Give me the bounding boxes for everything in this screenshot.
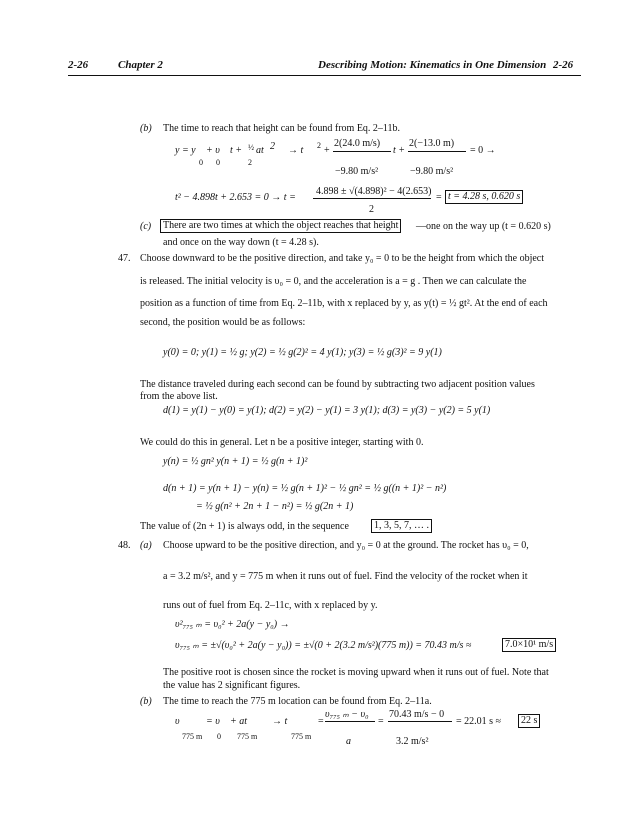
p48-b-sub1: 775 m — [182, 732, 203, 741]
part-c-rest: —one on the way up (t = 0.620 s) — [416, 221, 551, 232]
p47-odd-text: The value of (2n + 1) is always odd, in the sequence — [140, 521, 349, 532]
eq1-sq: 2 — [270, 141, 275, 152]
eq2-a: t² − 4.898t + 2.653 = 0 → t = — [175, 192, 296, 203]
eq1-den1: −9.80 m/s² — [335, 166, 379, 177]
p47-distance-text2: from the above list. — [140, 391, 218, 402]
p48-b-v0: = υ — [206, 716, 220, 727]
p48-b-den2: 3.2 m/s² — [396, 736, 429, 747]
p48-b-sub2: 0 — [217, 732, 221, 741]
chapter-label: Chapter 2 — [118, 59, 163, 71]
part-b-label: (b) — [140, 123, 152, 134]
p47-odd-sequence: 1, 3, 5, 7, … . — [371, 519, 432, 533]
p48-b-at: + at — [230, 716, 248, 727]
p48-boxed-velocity: 7.0×10¹ m/s — [502, 638, 556, 652]
eq1-g: t + — [393, 145, 406, 156]
p47-line1: Choose downward to be the positive direction, and take y₀ = 0 to be the height from which the object — [140, 253, 545, 264]
p48-line2: a = 3.2 m/s², and y = 775 m when it runs out of fuel. Find the velocity of the rocket when it — [163, 571, 528, 582]
p48-b-boxed-time: 22 s — [518, 714, 540, 728]
eq2-eq: = — [436, 192, 442, 203]
p48-line1: Choose upward to be the positive direction, and y₀ = 0 at the ground. The rocket has υ₀ = 0, — [163, 540, 529, 551]
eq1-sub2: 2 — [248, 158, 252, 167]
eq1-a: y = y — [175, 145, 196, 156]
p47-line2: is released. The initial velocity is υ₀ = 0, and the acceleration is a = g . Then we can calculate the — [140, 276, 527, 287]
eq1-half: ½ — [248, 143, 254, 152]
eq2-frac-bar — [313, 198, 431, 199]
eq2-boxed-result: t = 4.28 s, 0.620 s — [445, 190, 523, 204]
part-c-line2: and once on the way down (t = 4.28 s). — [163, 237, 319, 248]
eq1-h: = 0 → — [470, 145, 496, 156]
p48-b-frac2-bar — [388, 721, 452, 722]
part-c-boxed: There are two times at which the object reaches that height — [160, 219, 401, 233]
p48-b-eq2: = — [378, 716, 384, 727]
eq1-f: + — [324, 145, 330, 156]
part-c-label: (c) — [140, 221, 152, 232]
p47-line3: position as a function of time from Eq. 2–11b, with x replaced by y, as y(t) = ½ gt². At the end of each — [140, 298, 548, 309]
eq1-sq2: 2 — [317, 141, 321, 150]
p48-b-den1: a — [346, 736, 351, 747]
eq1-e: → t — [288, 145, 304, 156]
part-b-text: The time to reach that height can be found from Eq. 2–11b. — [163, 123, 401, 134]
p48-b-num2: 70.43 m/s − 0 — [389, 709, 445, 720]
p48-b-sub4: 775 m — [291, 732, 312, 741]
eq1-b: + υ — [206, 145, 220, 156]
p48-part-b-label: (b) — [140, 696, 152, 707]
header-rule — [68, 75, 581, 76]
p48-part-a-label: (a) — [140, 540, 152, 551]
p47-positions: y(0) = 0; y(1) = ½ g; y(2) = ½ g(2)² = 4 y(1); y(3) = ½ g(3)² = 9 y(1) — [163, 347, 442, 358]
p47-distance-eqs: d(1) = y(1) − y(0) = y(1); d(2) = y(2) − y(1) = 3 y(1); d(3) = y(3) − y(2) = 5 y(1) — [163, 405, 491, 416]
p48-part-b-text: The time to reach the 775 m location can be found from Eq. 2–11a. — [163, 696, 432, 707]
p47-distance-text1: The distance traveled during each second can be found by subtracting two adjacent position values — [140, 379, 535, 390]
eq1-d: at — [256, 145, 264, 156]
p48-eq2: υ₇₇₅ ₘ = ±√(υ₀² + 2a(y − y₀)) = ±√(0 + 2(3.2 m/s²)(775 m)) = 70.43 m/s ≈ — [175, 640, 472, 651]
p48-b-num1: υ₇₇₅ ₘ − υ₀ — [325, 709, 369, 720]
p47-gen-eq1: y(n) = ½ gn² y(n + 1) = ½ g(n + 1)² — [163, 456, 308, 467]
p48-line3: runs out of fuel from Eq. 2–11c, with x replaced by y. — [163, 600, 378, 611]
p48-b-frac1-bar — [325, 721, 375, 722]
problem-47-number: 47. — [118, 253, 131, 264]
p48-eq1: υ²₇₇₅ ₘ = υ₀² + 2a(y − y₀) → — [175, 619, 290, 630]
eq1-c: t + — [230, 145, 243, 156]
eq1-den2: −9.80 m/s² — [410, 166, 454, 177]
eq1-frac2-bar — [408, 151, 466, 152]
page-number-left: 2-26 — [68, 59, 89, 71]
p48-b-eq1: = — [318, 716, 324, 727]
eq1-num2: 2(−13.0 m) — [409, 138, 455, 149]
eq1-num1: 2(24.0 m/s) — [334, 138, 381, 149]
eq1-frac1-bar — [333, 151, 391, 152]
chapter-title: Describing Motion: Kinematics in One Dimension — [318, 59, 547, 71]
p48-b-result: = 22.01 s ≈ — [456, 716, 502, 727]
p48-positive-root-2: the value has 2 significant figures. — [163, 680, 301, 691]
eq2-num: 4.898 ± √(4.898)² − 4(2.653) — [316, 186, 432, 197]
eq1-sub0b: 0 — [216, 158, 220, 167]
eq1-sub0a: 0 — [199, 158, 203, 167]
p48-b-t: → t — [272, 716, 288, 727]
p47-gen-eq3: = ½ g(n² + 2n + 1 − n²) = ½ g(2n + 1) — [196, 501, 354, 512]
p48-positive-root-1: The positive root is chosen since the rocket is moving upward when it runs out of fuel. Note that — [163, 667, 549, 678]
p47-general-text: We could do this in general. Let n be a positive integer, starting with 0. — [140, 437, 424, 448]
page-number-right: 2-26 — [553, 59, 574, 71]
p47-line4: second, the position would be as follows: — [140, 317, 306, 328]
p47-gen-eq2: d(n + 1) = y(n + 1) − y(n) = ½ g(n + 1)² − ½ gn² = ½ g((n + 1)² − n²) — [163, 483, 447, 494]
p48-b-v: υ — [175, 716, 180, 727]
eq2-den: 2 — [369, 204, 374, 215]
problem-48-number: 48. — [118, 540, 131, 551]
p48-b-sub3: 775 m — [237, 732, 258, 741]
